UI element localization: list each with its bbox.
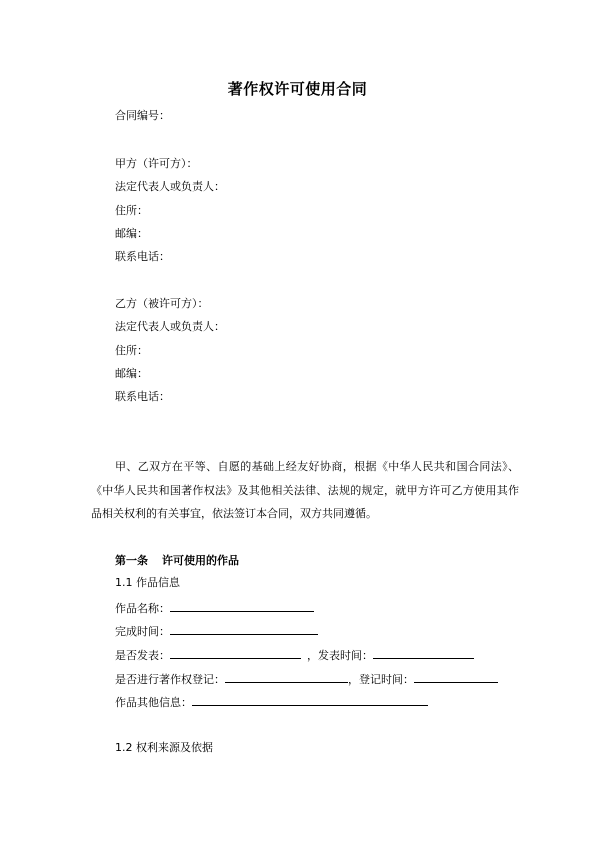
party-a-postcode: 邮编： (115, 227, 148, 240)
work-name-label: 作品名称： (115, 602, 170, 615)
party-a-address: 住所： (115, 204, 148, 217)
registration-label: 是否进行著作权登记： (115, 673, 225, 686)
registration-row (115, 671, 498, 687)
work-name-row (115, 600, 314, 616)
completion-time-row (115, 623, 318, 639)
article-1-number: 第一条 (115, 554, 148, 567)
party-a-heading: 甲方（许可方）： (115, 157, 198, 170)
party-b-postcode: 邮编： (115, 367, 148, 380)
register-time-field[interactable] (414, 671, 498, 683)
registration-field[interactable] (225, 671, 348, 683)
other-info-label: 作品其他信息： (115, 696, 192, 709)
register-time-label: ，登记时间： (348, 673, 414, 686)
completion-time-label: 完成时间： (115, 625, 170, 638)
party-b-address: 住所： (115, 344, 148, 357)
party-b-representative: 法定代表人或负责人： (115, 320, 225, 333)
section-1-2-heading: 1.2 权利来源及依据 (115, 741, 213, 754)
party-b-phone: 联系电话： (115, 390, 170, 403)
contract-number-label: 合同编号： (115, 109, 170, 122)
party-a-representative: 法定代表人或负责人： (115, 180, 225, 193)
published-label: 是否发表： (115, 649, 170, 662)
other-info-row (115, 694, 428, 710)
article-1-title: 许可使用的作品 (162, 554, 239, 567)
section-1-1-heading: 1.1 作品信息 (115, 576, 180, 589)
party-b-heading: 乙方（被许可方）： (115, 297, 209, 310)
publish-time-field[interactable] (373, 647, 474, 659)
article-1-heading (115, 552, 239, 568)
completion-time-field[interactable] (170, 623, 318, 635)
other-info-field[interactable] (192, 694, 428, 706)
published-field[interactable] (170, 647, 301, 659)
party-a-phone: 联系电话： (115, 250, 170, 263)
publish-time-label: ，发表时间： (307, 649, 373, 662)
published-row (115, 647, 474, 663)
document-title: 著作权许可使用合同 (227, 80, 368, 98)
work-name-field[interactable] (170, 600, 314, 612)
preamble-paragraph: 甲、乙双方在平等、自愿的基础上经友好协商，根据《中华人民共和国合同法》、《中华人民共和国著作权法》及其他相关法律、法规的规定，就甲方许可乙方使用其作品相关权利的有关事宜，依法签订本合同，双方共同遵循。 (91, 460, 519, 520)
